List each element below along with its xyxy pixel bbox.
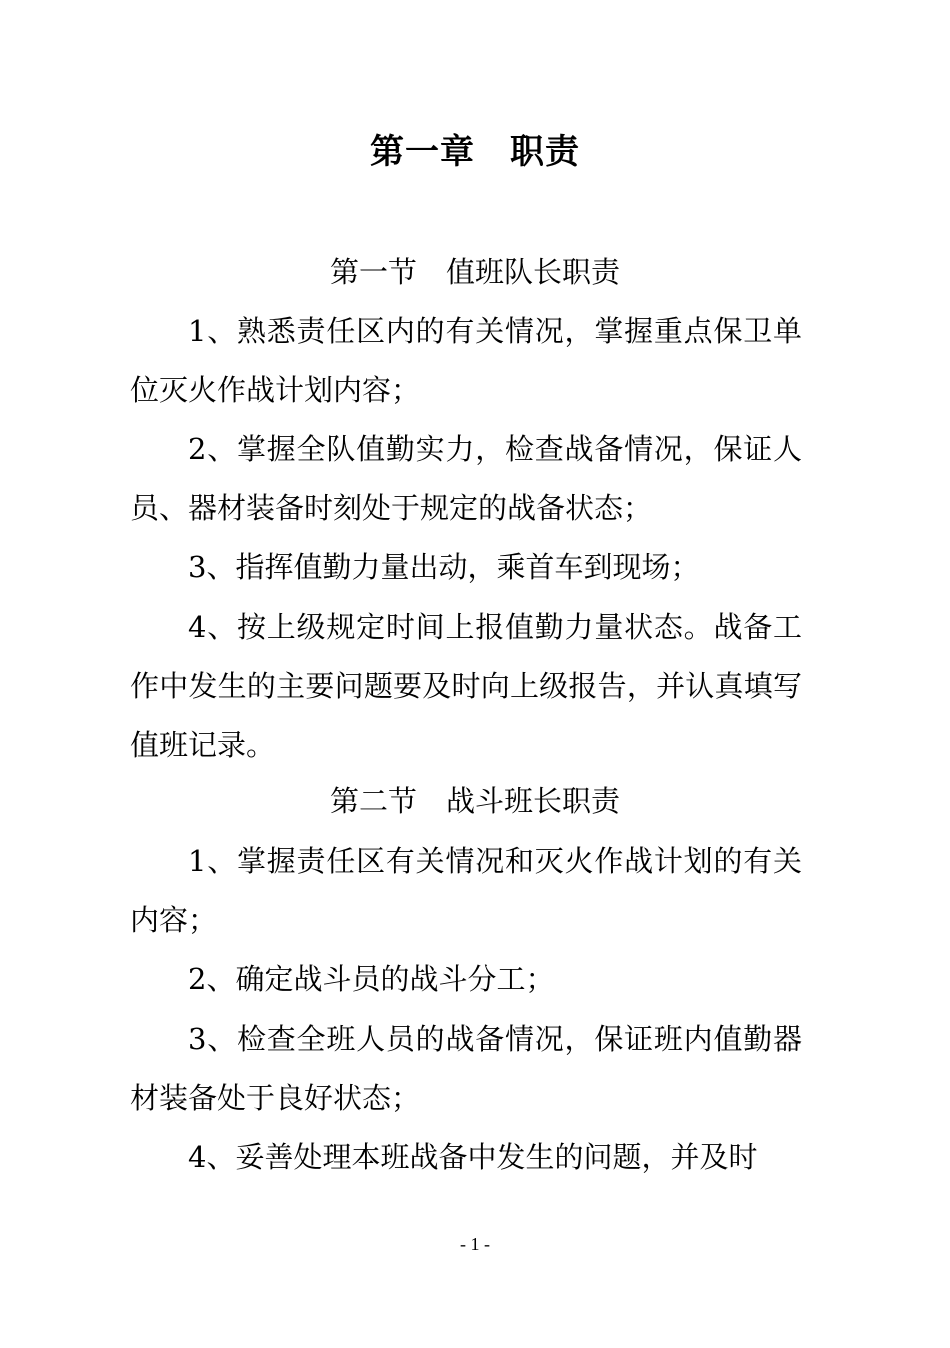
chapter-title: 第一章 职责 [370,132,580,172]
section-2-item-1: 1、掌握责任区有关情况和灭火作战计划的有关内容； [130,844,802,937]
section-1-item-4: 4、按上级规定时间上报值勤力量状态。战备工作中发生的主要问题要及时向上级报告，并认真填写值班记录。 [130,610,802,762]
section-title-2: 第二节 战斗班长职责 [329,784,620,818]
section-title-1: 第一节 值班队长职责 [329,255,620,289]
page-number: - 1 - [460,1234,490,1254]
section-2-item-3: 3、检查全班人员的战备情况，保证班内值勤器材装备处于良好状态； [130,1022,802,1115]
section-2-item-2: 2、确定战斗员的战斗分工； [188,962,555,996]
section-1-item-2: 2、掌握全队值勤实力，检查战备情况，保证人员、器材装备时刻处于规定的战备状态； [130,432,802,525]
section-2-item-4: 4、妥善处理本班战备中发生的问题，并及时 [188,1140,758,1174]
section-1-item-1: 1、熟悉责任区内的有关情况，掌握重点保卫单位灭火作战计划内容； [130,314,802,407]
section-1-item-3: 3、指挥值勤力量出动，乘首车到现场； [188,550,700,584]
